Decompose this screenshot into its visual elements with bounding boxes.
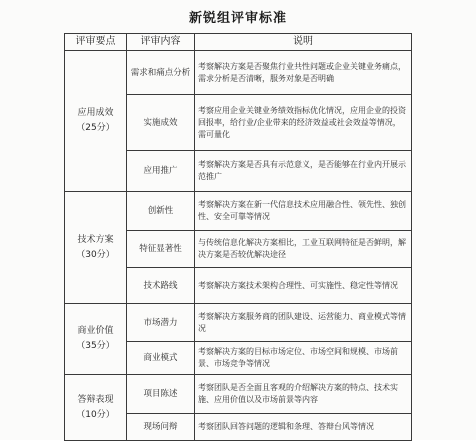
item-content: 创新性 (127, 192, 195, 231)
table-header-row (65, 34, 412, 51)
group-name: 技术方案 (77, 234, 114, 245)
item-description: 考察解决方案在新一代信息技术应用融合性、领先性、独创性、安全可靠等情况 (195, 192, 412, 231)
item-content: 应用推广 (127, 151, 195, 192)
group-cell (65, 375, 127, 441)
table-row (65, 192, 412, 231)
group-score: （10分） (76, 409, 115, 420)
item-description: 考察团队回答问题的逻辑和条理、答辩台风等情况 (195, 414, 412, 441)
item-content: 实施成效 (127, 95, 195, 151)
item-content: 现场问辩 (127, 414, 195, 441)
item-content: 需求和痛点分析 (127, 51, 195, 95)
header-content: 评审内容 (127, 34, 195, 51)
group-cell (65, 304, 127, 375)
header-description: 说明 (195, 34, 412, 51)
criteria-table (64, 33, 412, 441)
item-content: 特征显著性 (127, 231, 195, 268)
item-description: 考察团队是否全面且客观的介绍解决方案的特点、技术实施、应用价值以及市场前景等内容 (195, 375, 412, 414)
header-point: 评审要点 (65, 34, 127, 51)
group-score: （35分） (76, 341, 115, 351)
item-content: 商业模式 (127, 342, 195, 375)
group-cell (65, 51, 127, 192)
table-row (65, 304, 412, 342)
group-score: （30分） (76, 249, 115, 260)
item-description: 考察解决方案是否具有示范意义，是否能够在行业内开展示范推广 (195, 151, 412, 192)
item-description: 考察解决方案技术架构合理性、可实施性、稳定性等情况 (195, 268, 412, 304)
table-row (65, 51, 412, 95)
item-description: 考察解决方案服务商的团队建设、运营能力、商业模式等情况 (195, 304, 412, 342)
group-name: 商业价值 (77, 326, 114, 336)
item-description: 考察解决方案的目标市场定位、市场空间和规模、市场前景、市场竞争等情况 (195, 342, 412, 375)
group-name: 答辩表现 (77, 394, 114, 405)
item-content: 项目陈述 (127, 375, 195, 414)
item-description: 考察应用企业关键业务绩效指标优化情况，应用企业的投资回报率，给行业/企业带来的经济效益或社会效益等情况，需可量化 (195, 95, 412, 151)
document-title: 新锐组评审标准 (188, 11, 287, 26)
item-content: 市场潜力 (127, 304, 195, 342)
group-name: 应用成效 (77, 108, 114, 118)
item-description: 与传统信息化解决方案相比，工业互联网特征是否鲜明，解决方案是否较优解决途径 (195, 231, 412, 268)
table-row (65, 375, 412, 414)
group-cell (65, 192, 127, 304)
item-content: 技术路线 (127, 268, 195, 304)
item-description: 考察解决方案是否聚焦行业共性问题或企业关键业务痛点，需求分析是否清晰，服务对象是否明确 (195, 51, 412, 95)
group-score: （25分） (76, 123, 115, 133)
